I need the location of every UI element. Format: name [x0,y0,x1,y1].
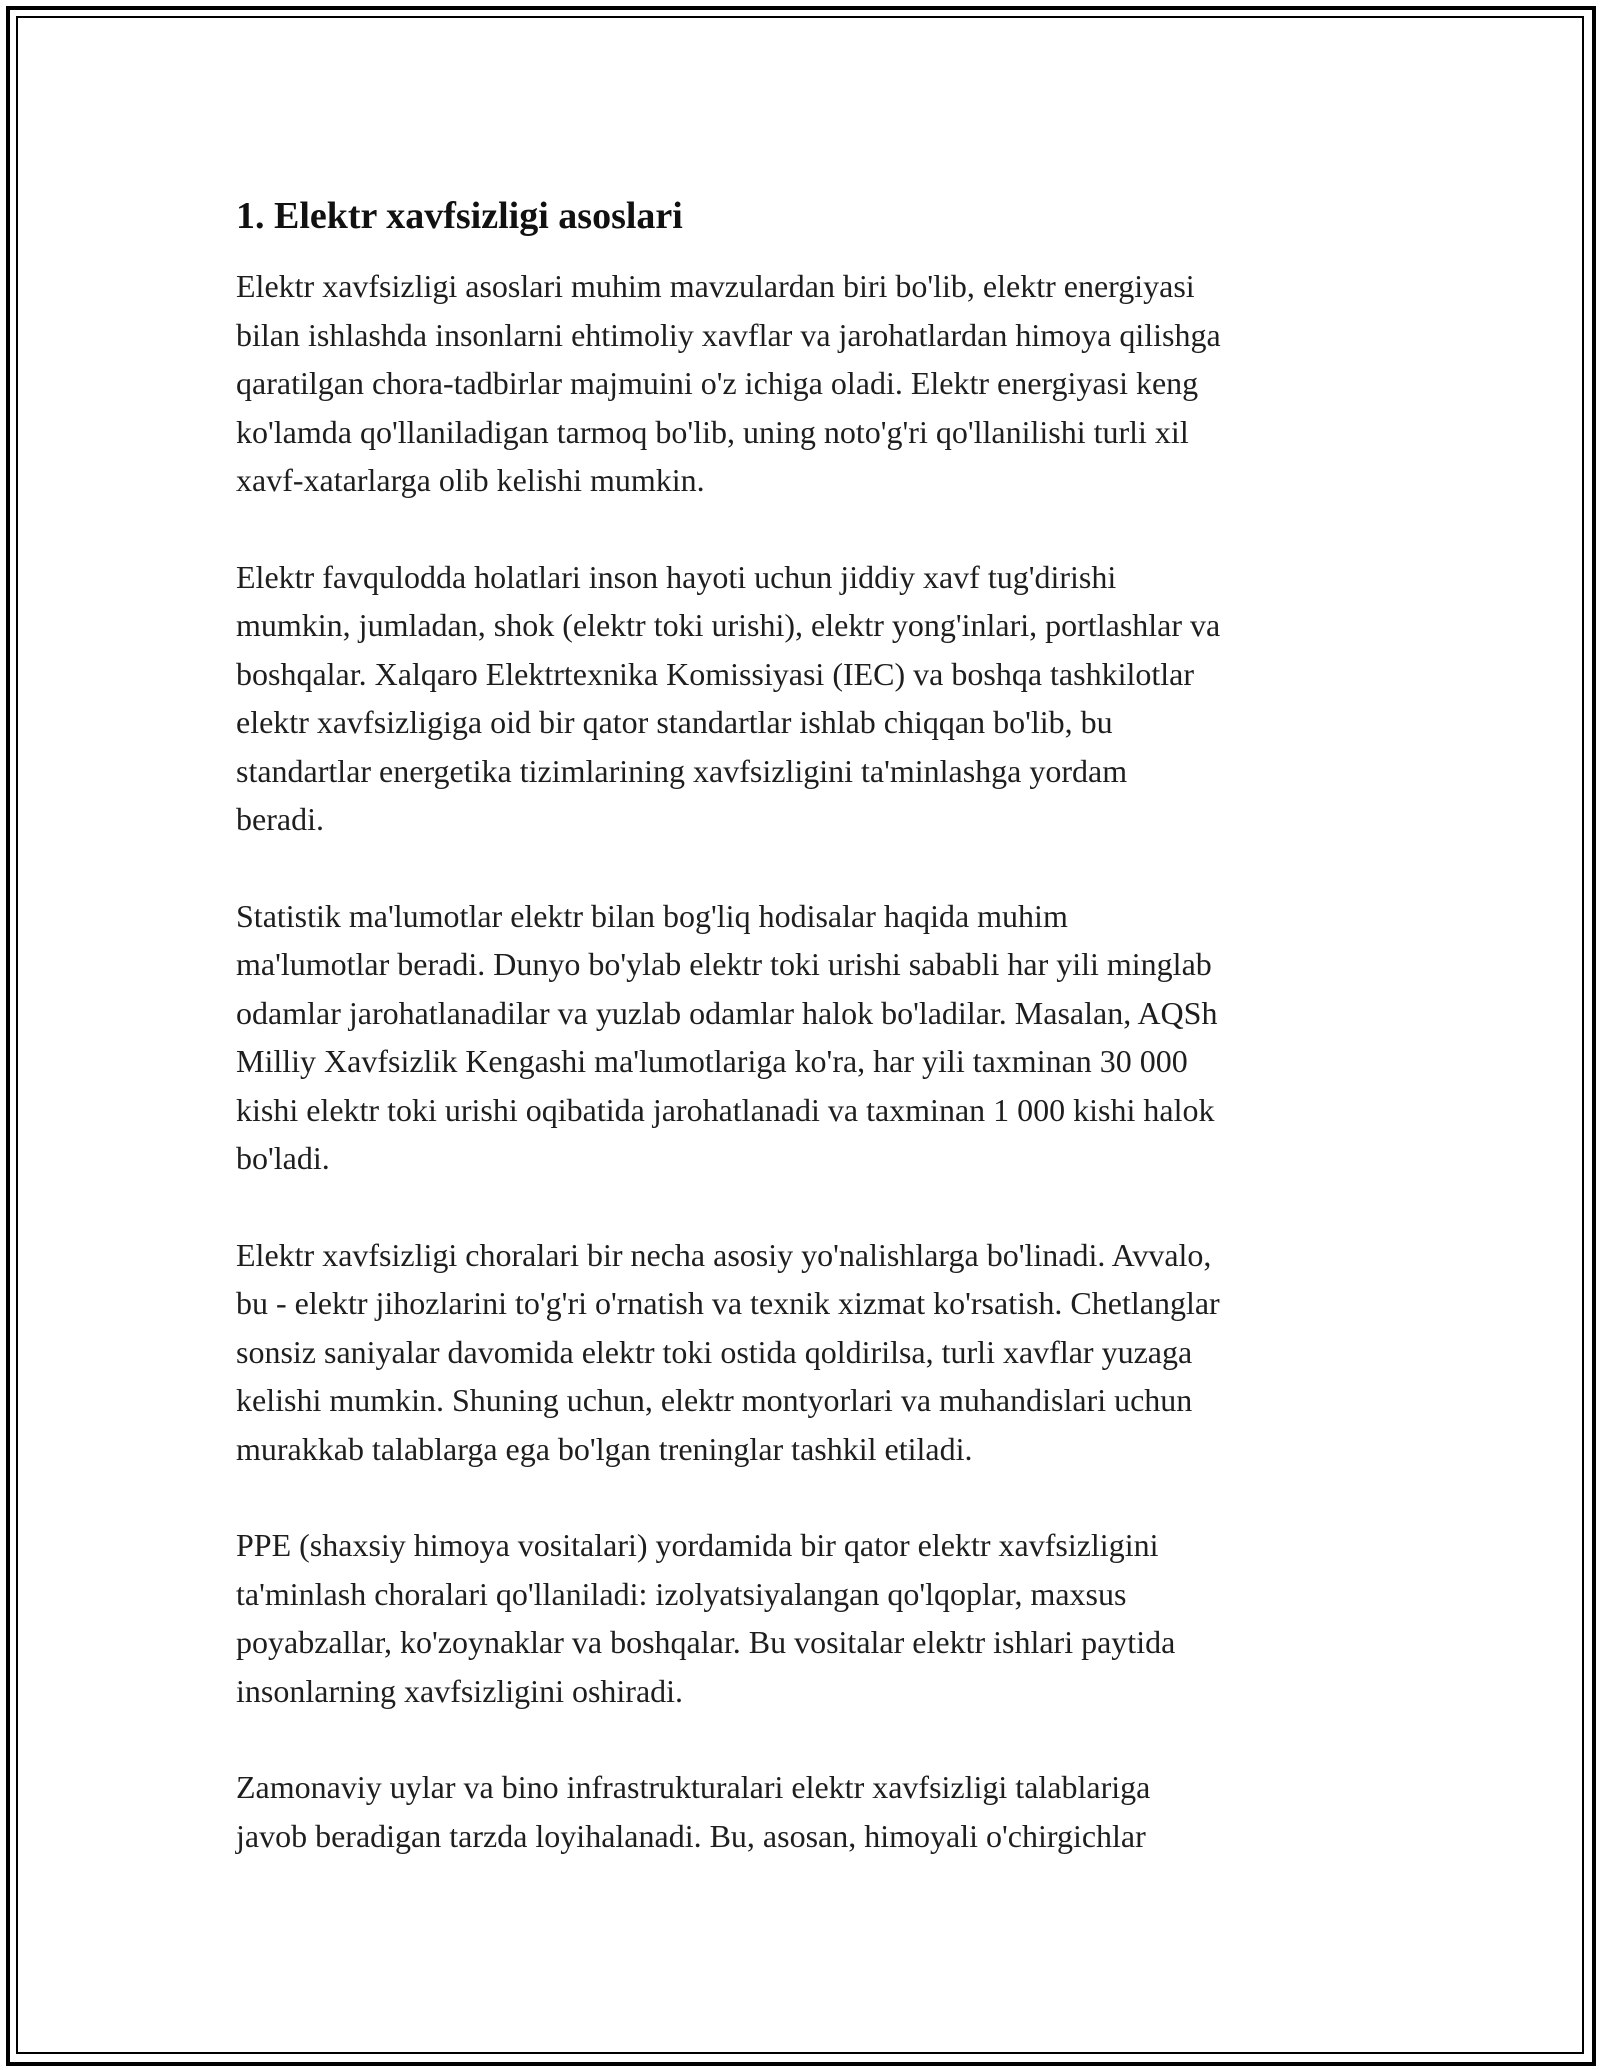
section-heading: 1. Elektr xavfsizligi asoslari [236,195,683,237]
paragraph-line: ko'lamda qo'llaniladigan tarmoq bo'lib, uning noto'g'ri qo'llanilishi turli xil [236,413,1189,450]
paragraph-6 [236,1763,1366,1860]
paragraph-line: bu - elektr jihozlarini to'g'ri o'rnatish va texnik xizmat ko'rsatish. Chetlanglar [236,1285,1220,1321]
paragraph-line: Elektr xavfsizligi choralari bir necha asosiy yo'nalishlarga bo'linadi. Avvalo, [236,1236,1212,1273]
paragraph-line: bilan ishlashda insonlarni ehtimoliy xavflar va jarohatlardan himoya qilishga [236,316,1221,353]
paragraph-line: xavf-xatarlarga olib kelishi mumkin. [236,462,705,498]
paragraph-line: beradi. [236,801,324,837]
paragraph-line: murakkab talablarga ega bo'lgan treninglar tashkil etiladi. [236,1430,973,1467]
paragraph-5 [236,1521,1366,1715]
paragraph-line: Statistik ma'lumotlar elektr bilan bog'liq hodisalar haqida muhim [236,897,1068,934]
paragraph-line: bo'ladi. [236,1140,330,1176]
paragraph-line: elektr xavfsizligiga oid bir qator standartlar ishlab chiqqan bo'lib, bu [236,704,1113,740]
paragraph-line: qaratilgan chora-tadbirlar majmuini o'z ichiga oladi. Elektr energiyasi keng [236,365,1199,401]
paragraph-line: PPE (shaxsiy himoya vositalari) yordamida bir qator elektr xavfsizligini [236,1527,1159,1563]
document-body [236,192,1366,1908]
paragraph-line: boshqalar. Xalqaro Elektrtexnika Komissiyasi (IEC) va boshqa tashkilotlar [236,655,1194,692]
paragraph-line: insonlarning xavfsizligini oshiradi. [236,1672,684,1709]
paragraph-line: ma'lumotlar beradi. Dunyo bo'ylab elektr toki urishi sababli har yili minglab [236,946,1212,982]
paragraph-4 [236,1231,1366,1474]
paragraph-line: standartlar energetika tizimlarining xavfsizligini ta'minlashga yordam [236,752,1128,789]
paragraph-line: sonsiz saniyalar davomida elektr toki ostida qoldirilsa, turli xavflar yuzaga [236,1333,1193,1370]
paragraph-line: kishi elektr toki urishi oqibatida jarohatlanadi va taxminan 1 000 kishi halok [236,1091,1215,1128]
paragraph-line: javob beradigan tarzda loyihalanadi. Bu, asosan, himoyali o'chirgichlar [236,1817,1146,1854]
paragraph-line: odamlar jarohatlanadilar va yuzlab odamlar halok bo'ladilar. Masalan, AQSh [236,994,1218,1031]
paragraph-line: kelishi mumkin. Shuning uchun, elektr montyorlari va muhandislari uchun [236,1382,1193,1418]
paragraph-line: Zamonaviy uylar va bino infrastrukturalari elektr xavfsizligi talablariga [236,1769,1151,1805]
paragraph-line: Elektr favqulodda holatlari inson hayoti uchun jiddiy xavf tug'dirishi [236,558,1117,595]
paragraph-line: Milliy Xavfsizlik Kengashi ma'lumotlariga ko'ra, har yili taxminan 30 000 [236,1043,1188,1079]
paragraph-line: ta'minlash choralari qo'llaniladi: izolyatsiyalangan qo'lqoplar, maxsus [236,1575,1127,1612]
paragraph-3 [236,892,1366,1183]
paragraph-line: poyabzallar, ko'zoynaklar va boshqalar. Bu vositalar elektr ishlari paytida [236,1624,1176,1660]
paragraph-2 [236,553,1366,844]
paragraph-1 [236,262,1366,505]
paragraph-line: mumkin, jumladan, shok (elektr toki urishi), elektr yong'inlari, portlashlar va [236,607,1221,643]
paragraph-line: Elektr xavfsizligi asoslari muhim mavzulardan biri bo'lib, elektr energiyasi [236,268,1195,304]
